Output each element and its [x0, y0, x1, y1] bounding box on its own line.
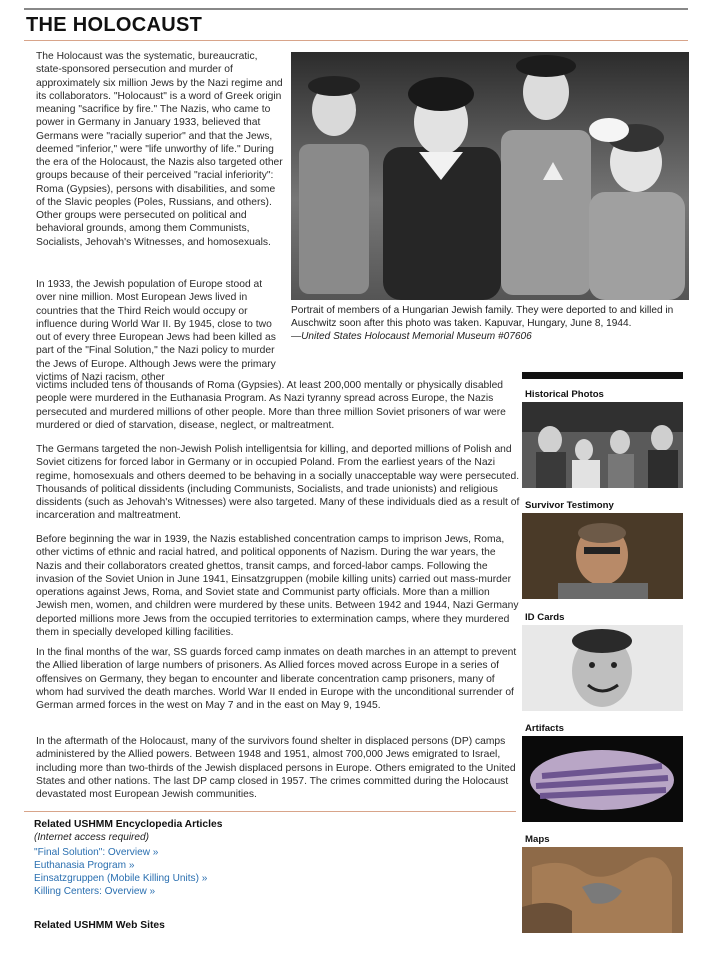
related-articles-heading: Related USHMM Encyclopedia Articles [34, 819, 223, 830]
historical-photos-thumbnail[interactable] [522, 402, 683, 488]
link-killing-centers[interactable]: Killing Centers: Overview » [34, 886, 156, 897]
title-divider [24, 40, 688, 41]
paragraph-camps: Before beginning the war in 1939, the Nazis established concentration camps to imprison Jews, Roma, other victims of ethnic and racial hatred, and political opponents of Nazism. During the war years, the Nazis and their collaborators created ghettos, transit camps, and forced-labor camps. Following the invasion of the Soviet Union in June 1941, Einsatzgruppen (mobile killing units) carried out mass-murder operations against Jews, Roma, and Soviet state and Communist party officials. More than a million Jewish men, women, and children were murdered by these units. Between 1942 and 1944, Nazi Germany deported millions more Jews from the occupied territories to extermination camps, where they murdered them in specially developed killing facilities. [36, 534, 519, 638]
sidebar-label-artifacts: Artifacts [525, 723, 564, 734]
paragraph-aftermath: In the aftermath of the Holocaust, many of the survivors found shelter in displaced persons (DP) camps administered by the Allied powers. Between 1948 and 1951, almost 700,000 Jews emigrated to Israel, including more than two-thirds of the Jewish displaced persons in Europe. Others emigrated to the United States and other nations. The last DP camp closed in 1957. The crimes committed during the Holocaust devastated most European Jewish communities. [36, 736, 516, 800]
paragraph-population: In 1933, the Jewish population of Europe stood at over nine million. Most European Jews lived in countries that the Third Reich would occupy or influence during World War II. By 1945, close to two out of every three European Jews had been killed as part of the "Final Solution," the Nazi policy to murder the Jews of Europe. Although Jews were the primary victims of Nazi racism, other [36, 279, 276, 383]
photo-caption [291, 304, 691, 343]
related-articles-list [34, 846, 207, 898]
id-cards-thumbnail[interactable] [522, 625, 683, 711]
photo-caption-text: Portrait of members of a Hungarian Jewish family. They were deported to and killed in Auschwitz soon after this photo was taken. Kapuvar, Hungary, June 8, 1944. [291, 305, 674, 329]
survivor-testimony-image [522, 513, 683, 599]
top-border [24, 8, 688, 10]
paragraph-death-marches: In the final months of the war, SS guards forced camp inmates on death marches in an attempt to prevent the Allied liberation of large numbers of prisoners. As Allied forces moved across Europe in a series of offensives on Germany, they began to encounter and liberate concentration camp prisoners, many of whom had survived the death marches. World War II ended in Europe with the unconditional surrender of German armed forces in the west on May 7 and in the east on May 9, 1945. [36, 647, 517, 711]
paragraph-population-continued: victims included tens of thousands of Roma (Gypsies). At least 200,000 mentally or physically disabled people were murdered in the Euthanasia Program. As Nazi tyranny spread across Europe, the Nazis persecuted and murdered millions of other people. More than three million Soviet prisoners of war were murdered or died of starvation, disease, neglect, or maltreatment. [36, 380, 506, 431]
survivor-testimony-thumbnail[interactable] [522, 513, 683, 599]
sidebar-label-maps: Maps [525, 834, 550, 845]
maps-thumbnail[interactable] [522, 847, 683, 933]
maps-image [522, 847, 683, 933]
link-euthanasia-program[interactable]: Euthanasia Program » [34, 860, 135, 871]
paragraph-targeted-groups: The Germans targeted the non-Jewish Polish intelligentsia for killing, and deported millions of Polish and Soviet citizens for forced labor in Germany or in occupied Poland. From the earliest years of the Nazi regime, homosexuals and others deemed to be behaving in a socially unacceptable way were persecuted. Thousands of political dissidents (including Communists, Socialists, and trade unionists) and religious dissidents (such as Jehovah's Witnesses) were also targeted. Many of these individuals died as a result of incarceration and maltreatment. [36, 444, 520, 522]
artifacts-thumbnail[interactable] [522, 736, 683, 822]
paragraph-intro: The Holocaust was the systematic, bureaucratic, state-sponsored persecution and murder of approximately six million Jews by the Nazi regime and its collaborators. "Holocaust" is a word of Greek origin meaning "sacrifice by fire." The Nazis, who came to power in Germany in January 1933, believed that Germans were "racially superior" and that the Jews, deemed "inferior," were "life unworthy of life." During the era of the Holocaust, the Nazis also targeted other groups because of their perceived "racial inferiority": Roma (Gypsies), persons with disabilities, and some of the Slavic peoples (Poles, Russians, and others). Other groups were persecuted on political and behavioral grounds, among them Communists, Socialists, Jehovah's Witnesses, and homosexuals. [36, 51, 283, 248]
family-portrait-photo [291, 52, 689, 300]
sidebar-header-bar [522, 372, 683, 379]
historical-photos-image [522, 402, 683, 488]
sidebar-label-id-cards: ID Cards [525, 612, 565, 623]
related-divider [24, 811, 516, 812]
link-einsatzgruppen[interactable]: Einsatzgruppen (Mobile Killing Units) » [34, 873, 208, 884]
id-cards-image [522, 625, 683, 711]
family-portrait-image [291, 52, 689, 300]
page-title: THE HOLOCAUST [26, 14, 203, 36]
artifacts-image [522, 736, 683, 822]
sidebar-label-survivor-testimony: Survivor Testimony [525, 500, 614, 511]
related-websites-heading: Related USHMM Web Sites [34, 920, 165, 931]
link-final-solution[interactable]: "Final Solution": Overview » [34, 847, 159, 858]
photo-credit: —United States Holocaust Memorial Museum #07606 [291, 331, 532, 342]
internet-access-note: (Internet access required) [34, 832, 150, 843]
sidebar-label-historical-photos: Historical Photos [525, 389, 604, 400]
